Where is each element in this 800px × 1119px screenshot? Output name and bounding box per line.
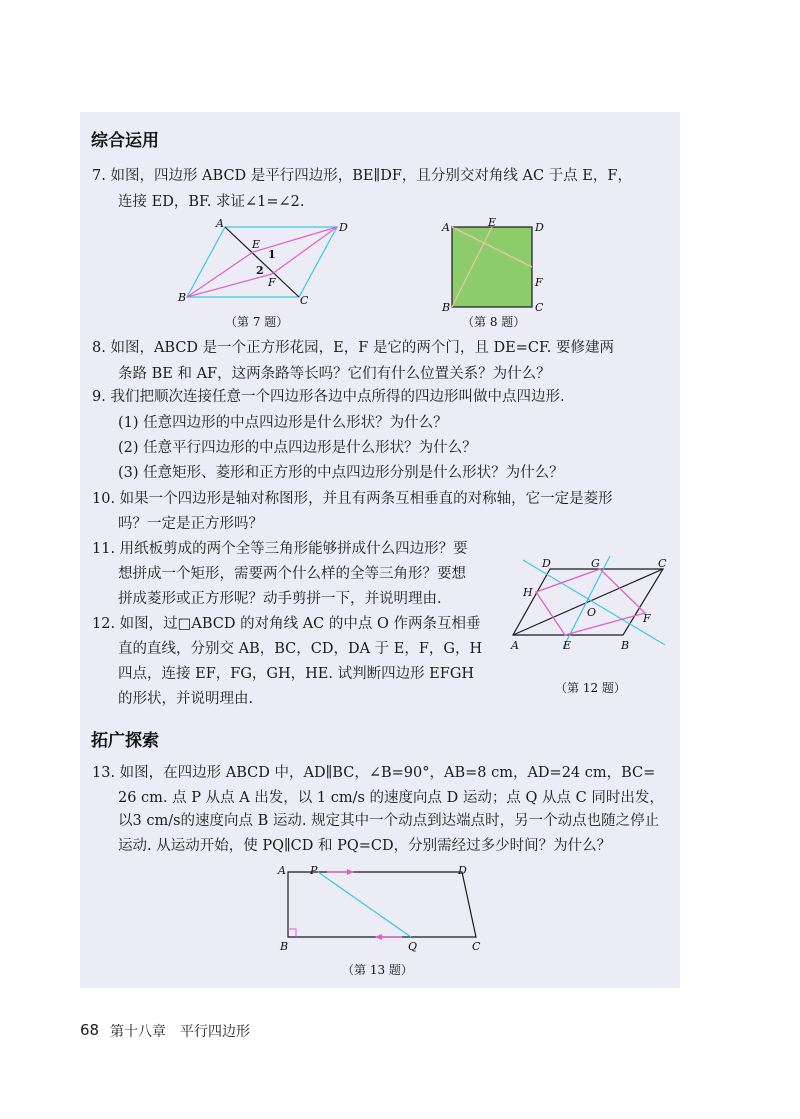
q11-line3: 拼成菱形或正方形呢？动手剪拼一下，并说明理由. (118, 591, 442, 607)
q9-line1: 9. 我们把顺次连接任意一个四边形各边中点所得的四边形叫做中点四边形. (92, 389, 565, 405)
fig7-label-d: D (339, 221, 348, 234)
chapter-title: 第十八章 平行四边形 (110, 1024, 250, 1040)
fig12-label-e: E (563, 639, 572, 652)
fig7-segment-bf (187, 274, 272, 297)
fig7-label-e: E (252, 238, 261, 251)
fig7-label-c: C (300, 294, 309, 307)
fig7-caption: （第 7 题） (225, 315, 289, 329)
fig12-caption: （第 12 题） (555, 681, 626, 695)
q13-line4: 运动. 从运动开始，使 PQ∥CD 和 PQ=CD，分别需经过多少时间？为什么？ (118, 838, 612, 854)
fig13-trapezoid-abcd (288, 872, 476, 937)
fig12-diagonal-ac (513, 569, 663, 635)
fig7-segment-df (272, 227, 337, 274)
q11-line1: 11. 用纸板剪成的两个全等三角形能够拼成什么四边形？要 (92, 541, 468, 557)
figure-7 (170, 218, 360, 333)
fig12-label-f: F (643, 612, 651, 625)
section-title-extension: 拓广探索 (91, 731, 159, 751)
fig13-label-d: D (458, 864, 467, 877)
q7-line2: 连接 ED，BF. 求证∠1=∠2. (118, 194, 305, 210)
fig7-angle-2: 2 (256, 264, 264, 277)
fig7-segment-be (187, 252, 253, 297)
q9-sub1: (1) 任意四边形的中点四边形是什么形状？为什么？ (118, 415, 448, 431)
fig13-arrowhead-p (347, 869, 354, 875)
fig8-square-garden (452, 227, 532, 307)
q7-line1: 7. 如图，四边形 ABCD 是平行四边形，BE∥DF，且分别交对角线 AC 于点 E，F， (92, 168, 632, 184)
fig7-label-a: A (216, 218, 224, 230)
figure-13 (272, 862, 492, 980)
fig12-label-d: D (542, 557, 551, 570)
fig13-label-p: P (310, 864, 318, 877)
q8-line1: 8. 如图，ABCD 是一个正方形花园，E，F 是它的两个门，且 DE=CF. 要修建两 (92, 340, 615, 356)
fig13-right-angle-mark (288, 929, 296, 937)
q12-line3: 四点，连接 EF，FG，GH，HE. 试判断四边形 EFGH (118, 666, 475, 682)
fig12-perpendicular-line-1 (523, 560, 665, 645)
fig12-label-h: H (523, 586, 533, 599)
fig8-label-b: B (442, 301, 451, 314)
q8-line2: 条路 BE 和 AF，这两条路等长吗？它们有什么位置关系？为什么？ (118, 366, 551, 382)
fig13-segment-pq (318, 872, 411, 937)
fig13-caption: （第 13 题） (342, 963, 413, 977)
fig13-label-a: A (278, 864, 286, 877)
fig12-label-b: B (621, 639, 630, 652)
fig12-label-a: A (511, 639, 519, 652)
fig13-arrowhead-q (375, 934, 382, 940)
q9-sub2: (2) 任意平行四边形的中点四边形是什么形状？为什么？ (118, 440, 477, 456)
q10-line2: 吗？一定是正方形吗？ (118, 516, 263, 532)
fig7-label-f: F (268, 276, 276, 289)
fig13-label-c: C (472, 940, 481, 953)
fig8-label-f: F (535, 276, 543, 289)
fig13-label-q: Q (408, 940, 418, 953)
fig8-caption: （第 8 题） (462, 315, 526, 329)
q10-line1: 10. 如果一个四边形是轴对称图形，并且有两条互相垂直的对称轴，它一定是菱形 (92, 491, 613, 507)
q12-line2: 直的直线，分别交 AB，BC，CD，DA 于 E，F，G，H (118, 641, 483, 657)
q13-line3: 以3 cm/s的速度向点 B 运动. 规定其中一个动点到达端点时，另一个动点也随之停止 (118, 813, 660, 829)
fig7-angle-1: 1 (268, 248, 276, 261)
fig8-label-e: E (488, 218, 497, 229)
q12-line1: 12. 如图，过□ABCD 的对角线 AC 的中点 O 作两条互相垂 (92, 616, 481, 632)
fig12-label-c: C (658, 557, 667, 570)
fig12-label-g: G (591, 557, 600, 570)
fig8-label-a: A (442, 221, 450, 234)
page-number: 68 (80, 1021, 100, 1039)
fig8-label-c: C (535, 301, 544, 314)
fig12-label-o: O (587, 606, 597, 619)
fig7-label-b: B (178, 291, 187, 304)
fig13-label-b: B (280, 940, 289, 953)
fig8-label-d: D (535, 221, 544, 234)
q13-line2: 26 cm. 点 P 从点 A 出发，以 1 cm/s 的速度向点 D 运动；点 Q 从点 C 同时出发， (118, 790, 664, 806)
q12-line4: 的形状，并说明理由. (118, 691, 254, 707)
figure-8 (440, 218, 560, 333)
q11-line2: 想拼成一个矩形，需要两个什么样的全等三角形？要想 (118, 566, 466, 582)
q9-sub3: (3) 任意矩形、菱形和正方形的中点四边形分别是什么形状？为什么？ (118, 465, 564, 481)
section-title-comprehensive: 综合运用 (91, 131, 159, 151)
figure-12 (505, 550, 680, 705)
fig7-segment-ed (253, 227, 337, 252)
q13-line1: 13. 如图，在四边形 ABCD 中，AD∥BC，∠B=90°，AB=8 cm，AD=24 cm，BC= (92, 765, 656, 781)
